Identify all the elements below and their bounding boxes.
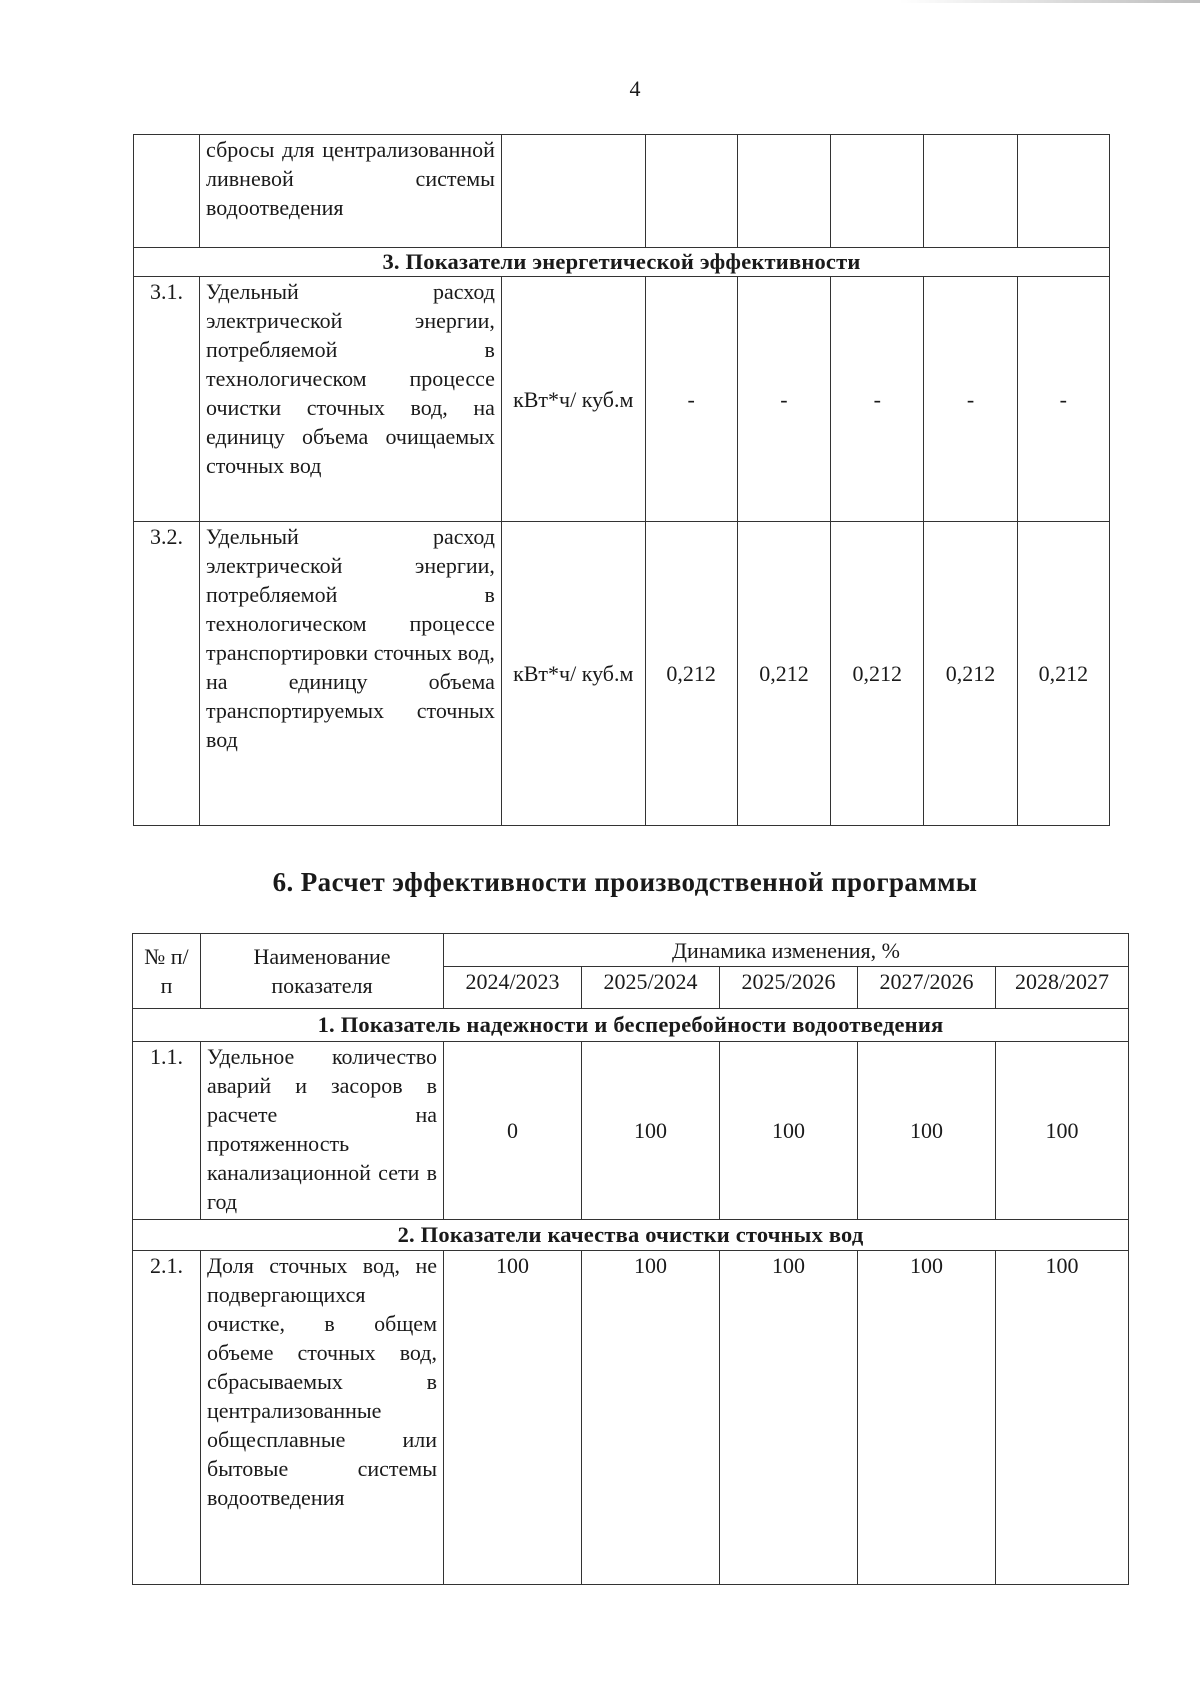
value-cell: 100 bbox=[858, 1042, 996, 1220]
row-number: 1.1. bbox=[133, 1042, 201, 1220]
indicator-name-cell: Удельный расход электрической энергии, потребляемой в технологическом процессе транспортировки сточных вод, на единицу объема транспортируемых сточных вод bbox=[200, 522, 502, 826]
row-number: 2.1. bbox=[133, 1251, 201, 1585]
table-row bbox=[134, 135, 1110, 248]
value-cell: 100 bbox=[858, 1251, 996, 1585]
table-row bbox=[134, 522, 1110, 826]
header-dynamics: Динамика изменения, % bbox=[444, 934, 1129, 967]
value-cell: - bbox=[1017, 277, 1109, 522]
value-cell: 100 bbox=[720, 1042, 858, 1220]
value-cell: 100 bbox=[996, 1251, 1129, 1585]
section-heading: 6. Расчет эффективности производственной программы bbox=[272, 867, 978, 897]
header-year: 2028/2027 bbox=[996, 967, 1129, 1009]
scan-edge-mark bbox=[900, 0, 1200, 3]
indicator-name-cell: Доля сточных вод, не подвергающихся очистке, в общем объеме сточных вод, сбрасываемых в централизованные общесплавные или бытовые системы водоотведения bbox=[201, 1251, 444, 1585]
section-row bbox=[133, 1220, 1129, 1251]
section-row bbox=[134, 248, 1110, 277]
value-cell: 0,212 bbox=[1017, 522, 1109, 826]
indicator-name-cell: Удельное количество аварий и засоров в расчете на протяженность канализационной сети в год bbox=[201, 1042, 444, 1220]
value-cell: 100 bbox=[582, 1251, 720, 1585]
value-cell: 100 bbox=[444, 1251, 582, 1585]
value-cell: - bbox=[831, 277, 924, 522]
table-row bbox=[133, 1042, 1129, 1220]
value-cell: - bbox=[924, 277, 1017, 522]
unit-cell bbox=[501, 135, 645, 248]
row-number: 3.1. bbox=[134, 277, 200, 522]
header-year: 2025/2024 bbox=[582, 967, 720, 1009]
value-cell: 0,212 bbox=[831, 522, 924, 826]
value-cell: 100 bbox=[996, 1042, 1129, 1220]
unit-cell: кВт*ч/ куб.м bbox=[501, 277, 645, 522]
row-number: 3.2. bbox=[134, 522, 200, 826]
header-name: Наименование показателя bbox=[201, 934, 444, 1009]
value-cell: 0,212 bbox=[737, 522, 830, 826]
value-cell: 100 bbox=[582, 1042, 720, 1220]
value-cell: - bbox=[645, 277, 737, 522]
value-cell: 0 bbox=[444, 1042, 582, 1220]
section-title-reliability: 1. Показатель надежности и бесперебойности водоотведения bbox=[133, 1009, 1129, 1042]
value-cell: 0,212 bbox=[924, 522, 1017, 826]
page-number: 4 bbox=[629, 76, 641, 101]
section-title-energy: 3. Показатели энергетической эффективности bbox=[134, 248, 1110, 277]
value-cell: 100 bbox=[720, 1251, 858, 1585]
section-row bbox=[133, 1009, 1129, 1042]
header-year: 2027/2026 bbox=[858, 967, 996, 1009]
value-cell: 0,212 bbox=[645, 522, 737, 826]
section-title-treatment-quality: 2. Показатели качества очистки сточных вод bbox=[133, 1220, 1129, 1251]
table-row bbox=[134, 277, 1110, 522]
indicators-table-continued bbox=[133, 134, 1110, 826]
table-row bbox=[133, 1251, 1129, 1585]
value-cell: - bbox=[737, 277, 830, 522]
indicator-name-cell: сбросы для централизованной ливневой системы водоотведения bbox=[200, 135, 502, 248]
header-row bbox=[133, 934, 1129, 967]
efficiency-table bbox=[132, 933, 1129, 1585]
unit-cell: кВт*ч/ куб.м bbox=[501, 522, 645, 826]
num-cell bbox=[134, 135, 200, 248]
header-year: 2025/2026 bbox=[720, 967, 858, 1009]
header-year: 2024/2023 bbox=[444, 967, 582, 1009]
header-num: № п/п bbox=[133, 934, 201, 1009]
indicator-name-cell: Удельный расход электрической энергии, потребляемой в технологическом процессе очистки сточных вод, на единицу объема очищаемых сточных вод bbox=[200, 277, 502, 522]
